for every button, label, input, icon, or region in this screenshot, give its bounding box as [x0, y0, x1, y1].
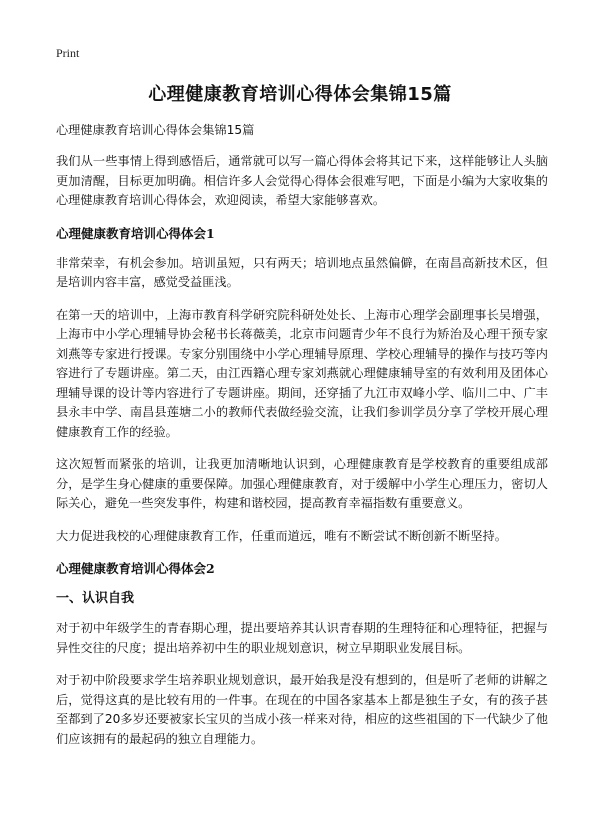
section-1-paragraph: 在第一天的培训中，上海市教育科学研究院科研处处长、上海市心理学会副理事长吴增强，上海市中小学心理辅导协会秘书长蒋薇美，北京市问题青少年不良行为矫治及心理干预专家刘燕等专家进行授课。专家分别围绕中小学心理辅导原理、学校心理辅导的操作与技巧等内容进行了专题讲座。第二天，由江西籍心理专家刘燕就心理健康辅导室的有效利用及团体心理辅导课的设计等内容进行了专题讲座。期间，还穿插了九江市双峰小学、临川二中、广丰县永丰中学、南昌县莲塘二小的教师代表做经验交流，让我们参训学员分享了学校开展心理健康教育工作的经验。 — [56, 307, 548, 439]
section-1-paragraph: 大力促进我校的心理健康教育工作，任重而道远，唯有不断尝试不断创新不断坚持。 — [56, 528, 507, 543]
section-2-paragraph: 对于初中阶段要求学生培养职业规划意识，最开始我是没有想到的，但是听了老师的讲解之后，觉得这真的是比较有用的一件事。在现在的中国各家基本上都是独生子女，有的孩子甚至都到了20多岁还要被家长宝贝的当成小孩一样来对待，相应的这些祖国的下一代缺少了他们应该拥有的最起码的独立自理能力。 — [56, 673, 548, 746]
print-link[interactable]: Print — [56, 46, 80, 60]
section-1-heading: 心理健康教育培训心得体会1 — [56, 225, 215, 241]
section-2-subheading: 一、认识自我 — [56, 591, 135, 606]
page-title: 心理健康教育培训心得体会集锦15篇 — [148, 84, 452, 105]
section-2-heading: 心理健康教育培训心得体会2 — [56, 561, 215, 576]
section-1-paragraph: 非常荣幸，有机会参加。培训虽短，只有两天；培训地点虽然偏僻，在南昌高新技术区，但是培训内容丰富，感觉受益匪浅。 — [56, 255, 548, 289]
section-1-paragraph: 这次短暂而紧张的培训，让我更加清晰地认识到，心理健康教育是学校教育的重要组成部分，是学生身心健康的重要保障。加强心理健康教育，对于缓解中小学生心理压力，密切人际关心，避免一些突发事件，构建和谐校园，提高教育幸福指数有重要意义。 — [56, 457, 548, 510]
intro-paragraph: 我们从一些事情上得到感悟后，通常就可以写一篇心得体会将其记下来，这样能够让人头脑更加清醒，目标更加明确。相信许多人会觉得心得体会很难写吧，下面是小编为大家收集的心理健康教育培训心得体会，欢迎阅读，希望大家能够喜欢。 — [56, 154, 548, 207]
document-subtitle: 心理健康教育培训心得体会集锦15篇 — [56, 123, 255, 137]
section-2-paragraph: 对于初中年级学生的青春期心理，提出要培养其认识青春期的生理特征和心理特征，把握与异性交往的尺度；提出培养初中生的职业规划意识，树立早期职业发展目标。 — [56, 621, 548, 655]
document-body — [56, 121, 548, 762]
